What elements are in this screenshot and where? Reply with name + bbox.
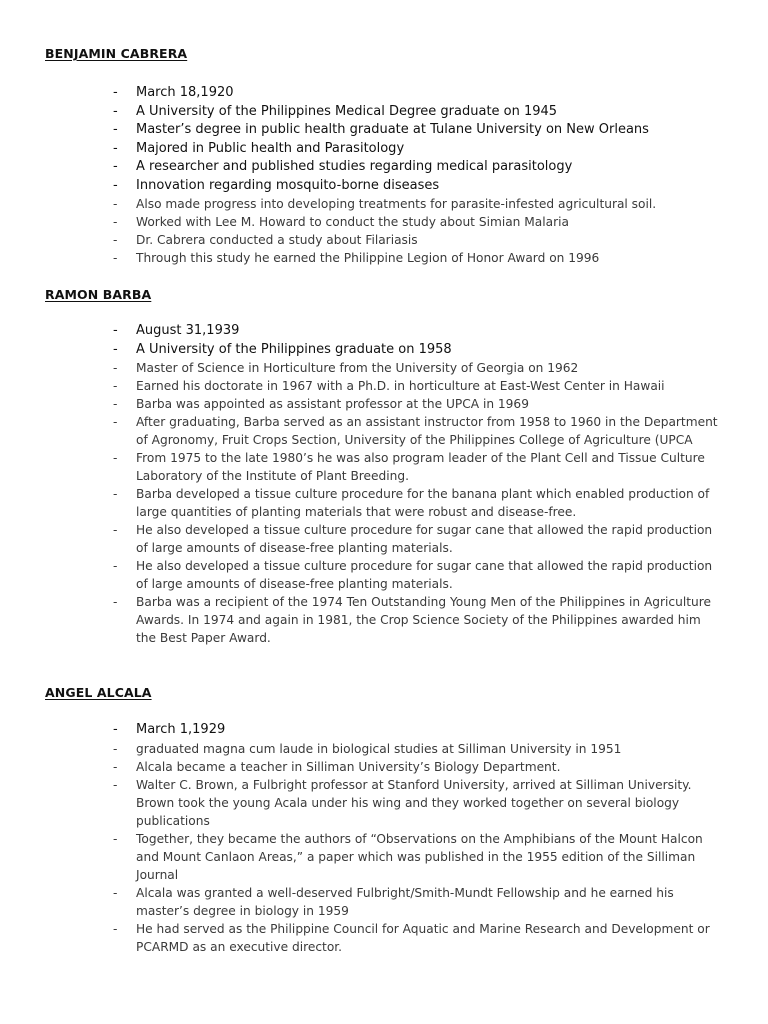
list-item: - March 18,1920 [0, 84, 768, 103]
list-item: - Majored in Public health and Parasitology [0, 140, 768, 159]
list-item: - Barba developed a tissue culture procedure for the banana plant which enabled production of large quantities of planting materials that were robust and disease-free. [0, 485, 768, 521]
list-item: - August 31,1939 [0, 322, 768, 341]
bullet-list [0, 721, 768, 956]
list-item: - From 1975 to the late 1980’s he was also program leader of the Plant Cell and Tissue Culture Laboratory of the Institute of Plant Breeding. [0, 449, 768, 485]
section-heading: RAMON BARBA [45, 287, 152, 302]
list-item: - Walter C. Brown, a Fulbright professor at Stanford University, arrived at Silliman University. Brown took the young Acala under his wing and they worked together on several biology publications [0, 776, 768, 830]
bullet-list [0, 322, 768, 647]
list-item: - Innovation regarding mosquito-borne diseases [0, 177, 768, 196]
list-item: - A researcher and published studies regarding medical parasitology [0, 158, 768, 177]
list-item: - March 1,1929 [0, 721, 768, 740]
list-item: - A University of the Philippines Medical Degree graduate on 1945 [0, 103, 768, 122]
list-item: - Alcala became a teacher in Silliman University’s Biology Department. [0, 758, 768, 776]
list-item: - graduated magna cum laude in biological studies at Silliman University in 1951 [0, 740, 768, 758]
list-item: - After graduating, Barba served as an assistant instructor from 1958 to 1960 in the Department of Agronomy, Fruit Crops Section, University of the Philippines College of Agriculture (UPCA [0, 413, 768, 449]
list-item: - A University of the Philippines graduate on 1958 [0, 341, 768, 360]
list-item: - He also developed a tissue culture procedure for sugar cane that allowed the rapid production of large amounts of disease-free planting materials. [0, 557, 768, 593]
list-item: - He had served as the Philippine Council for Aquatic and Marine Research and Development or PCARMD as an executive director. [0, 920, 768, 956]
list-item: - Through this study he earned the Philippine Legion of Honor Award on 1996 [0, 249, 768, 267]
list-item: - Master of Science in Horticulture from the University of Georgia on 1962 [0, 359, 768, 377]
list-item: - He also developed a tissue culture procedure for sugar cane that allowed the rapid production of large amounts of disease-free planting materials. [0, 521, 768, 557]
list-item: - Also made progress into developing treatments for parasite-infested agricultural soil. [0, 195, 768, 213]
list-item: - Worked with Lee M. Howard to conduct the study about Simian Malaria [0, 213, 768, 231]
list-item: - Alcala was granted a well-deserved Fulbright/Smith-Mundt Fellowship and he earned his master’s degree in biology in 1959 [0, 884, 768, 920]
list-item: - Master’s degree in public health graduate at Tulane University on New Orleans [0, 121, 768, 140]
section-heading: ANGEL ALCALA [45, 685, 152, 700]
list-item: - Together, they became the authors of “Observations on the Amphibians of the Mount Halcon and Mount Canlaon Areas,” a paper which was published in the 1955 edition of the Silliman Journal [0, 830, 768, 884]
list-item: - Barba was a recipient of the 1974 Ten Outstanding Young Men of the Philippines in Agriculture Awards. In 1974 and again in 1981, the Crop Science Society of the Philippines awarded him the Best Paper Award. [0, 593, 768, 647]
list-item: - Barba was appointed as assistant professor at the UPCA in 1969 [0, 395, 768, 413]
list-item: - Dr. Cabrera conducted a study about Filariasis [0, 231, 768, 249]
bullet-list [0, 84, 768, 267]
section-heading: BENJAMIN CABRERA [45, 46, 188, 61]
list-item: - Earned his doctorate in 1967 with a Ph.D. in horticulture at East-West Center in Hawaii [0, 377, 768, 395]
